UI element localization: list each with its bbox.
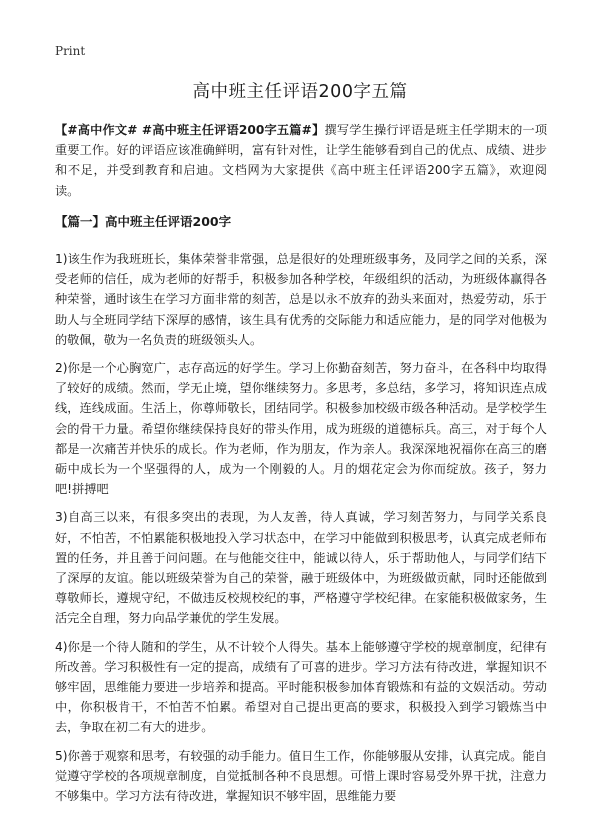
paragraph-1: 1)该生作为我班班长，集体荣誉非常强，总是很好的处理班级事务，及同学之间的关系，深受老师的信任，成为老师的好帮手，积极参加各种学校，年级组织的活动，为班级体赢得各种荣誉，通时该生在学习方面非常的刻苦，总是以永不放弃的劲头来面对，热爱劳动，乐于助人与全班同学结下深厚的感情，该生具有优秀的交际能力和适应能力，是的同学对他极为的敬佩，敬为一名负责的班级领头人。 — [55, 252, 547, 347]
page-title: 高中班主任评语200字五篇 — [192, 82, 408, 102]
intro-tag: 【#高中作文# #高中班主任评语200字五篇#】 — [55, 123, 325, 137]
paragraph-5: 5)你善于观察和思考，有较强的动手能力。值日生工作，你能够服从安排，认真完成。能自觉遵守学校的各项规章制度，自觉抵制各种不良思想。可惜上课时容易受外界干扰，注意力不够集中。学习方法有待改进，掌握知识不够牢固，思维能力要 — [55, 748, 547, 804]
intro-paragraph — [55, 120, 547, 201]
paragraph-3: 3)自高三以来，有很多突出的表现，为人友善，待人真诚，学习刻苦努力，与同学关系良好，不怕苦，不怕累能积极地投入学习状态中，在学习中能做到积极思考，认真完成老师布置的任务，并且善于问问题。在与他能交往中，能诚以待人，乐于帮助他人，与同学们结下了深厚的友谊。能以班级荣誉为自己的荣誉，融于班级体中，为班级做贡献，同时还能做到尊敬师长，遵规守纪，不做违反校规校纪的事，严格遵守学校纪律。在家能积极做家务，生活完全自理，努力向品学兼优的学生发展。 — [55, 510, 547, 626]
article-body — [55, 120, 547, 814]
paragraph-2: 2)你是一个心胸宽广，志存高远的好学生。学习上你勤奋刻苦，努力奋斗，在各科中均取得了较好的成绩。然而，学无止境，望你继续努力。多思考，多总结，多学习，将知识连点成线，连线成面。生活上，你尊师敬长，团结同学。积极参加校级市级各种活动。是学校学生会的骨干力量。希望你继续保持良好的带头作用，成为班级的道德标兵。高三，对于每个人都是一次痛苦并快乐的成长。作为老师，作为朋友，作为亲人。我深深地祝福你在高三的磨砺中成长为一个坚强得的人，成为一个刚毅的人。月的烟花定会为你而绽放。孩子，努力吧!拼搏吧 — [55, 361, 547, 497]
section-heading: 【篇一】高中班主任评语200字 — [55, 213, 232, 229]
intro-text: 撰写学生操行评语是班主任学期末的一项重要工作。好的评语应该准确鲜明，富有针对性，让学生能够看到自己的优点、成绩、进步和不足，并受到教育和启迪。文档网为大家提供《高中班主任评语200字五篇》，欢迎阅读。 — [55, 123, 548, 198]
paragraph-4: 4)你是一个待人随和的学生，从不计较个人得失。基本上能够遵守学校的规章制度，纪律有所改善。学习积极性有一定的提高，成绩有了可喜的进步。学习方法有待改进，掌握知识不够牢固，思维能力要进一步培养和提高。平时能积极参加体育锻炼和有益的文娱活动。劳动中，你积极肯干，不怕苦不怕累。希望对自己提出更高的要求，积极投入到学习锻炼当中去，争取在初二有大的进步。 — [55, 639, 547, 735]
print-link[interactable]: Print — [55, 44, 86, 58]
